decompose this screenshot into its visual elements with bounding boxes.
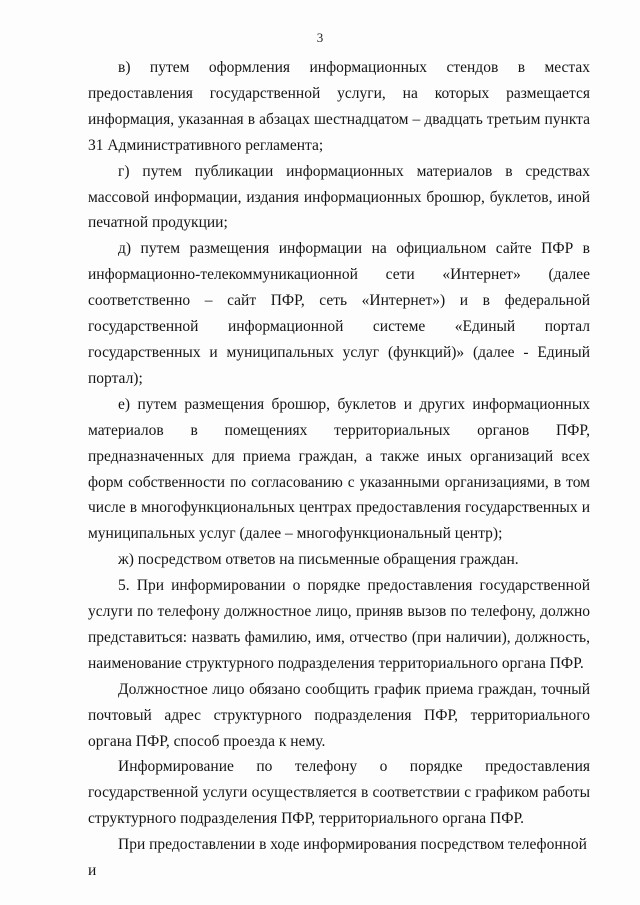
paragraph-v: в) путем оформления информационных стендов в местах предоставления государственной услуги, на которых размещается информация, указанная в абзацах шестнадцатом – двадцать третьим пункта 31 Административного регламента; (88, 59, 590, 154)
paragraph-e: е) путем размещения брошюр, буклетов и других информационных материалов в помещениях территориальных органов ПФР, предназначенных для приема граждан, а также иных организаций всех форм собственности по согласованию с указанными организациями, в том числе в многофункциональных центрах предоставления государственных и муниципальных услуг (далее – многофункциональный центр); (88, 395, 590, 543)
document-body (88, 55, 590, 884)
paragraph-g: г) путем публикации информационных материалов в средствах массовой информации, издания информационных брошюр, буклетов, иной печатной продукции; (88, 162, 590, 232)
paragraph-d: д) путем размещения информации на официальном сайте ПФР в информационно-телекоммуникационной сети «Интернет» (далее соответственно – сайт ПФР, сеть «Интернет») и в федеральной государственной информационной системе «Единый портал государственных и муниципальных услуг (функций)» (далее - Единый портал); (88, 240, 590, 387)
paragraph-phone-schedule: Информирование по телефону о порядке предоставления государственной услуги осуществляется в соответствии с графиком работы структурного подразделения ПФР, территориального органа ПФР. (88, 758, 590, 828)
paragraph-continued: При предоставлении в ходе информирования посредством телефонной и (88, 836, 587, 880)
paragraph-zh: ж) посредством ответов на письменные обращения граждан. (118, 551, 519, 569)
paragraph-item-5: 5. При информировании о порядке предоставления государственной услуги по телефону должностное лицо, приняв вызов по телефону, должно представиться: назвать фамилию, имя, отчество (при наличии), должность, наименование структурного подразделения территориального органа ПФР. (88, 577, 590, 672)
paragraph-official-duty: Должностное лицо обязано сообщить график приема граждан, точный почтовый адрес структурного подразделения ПФР, территориального органа ПФР, способ проезда к нему. (88, 680, 590, 750)
page-number: 3 (316, 30, 324, 45)
